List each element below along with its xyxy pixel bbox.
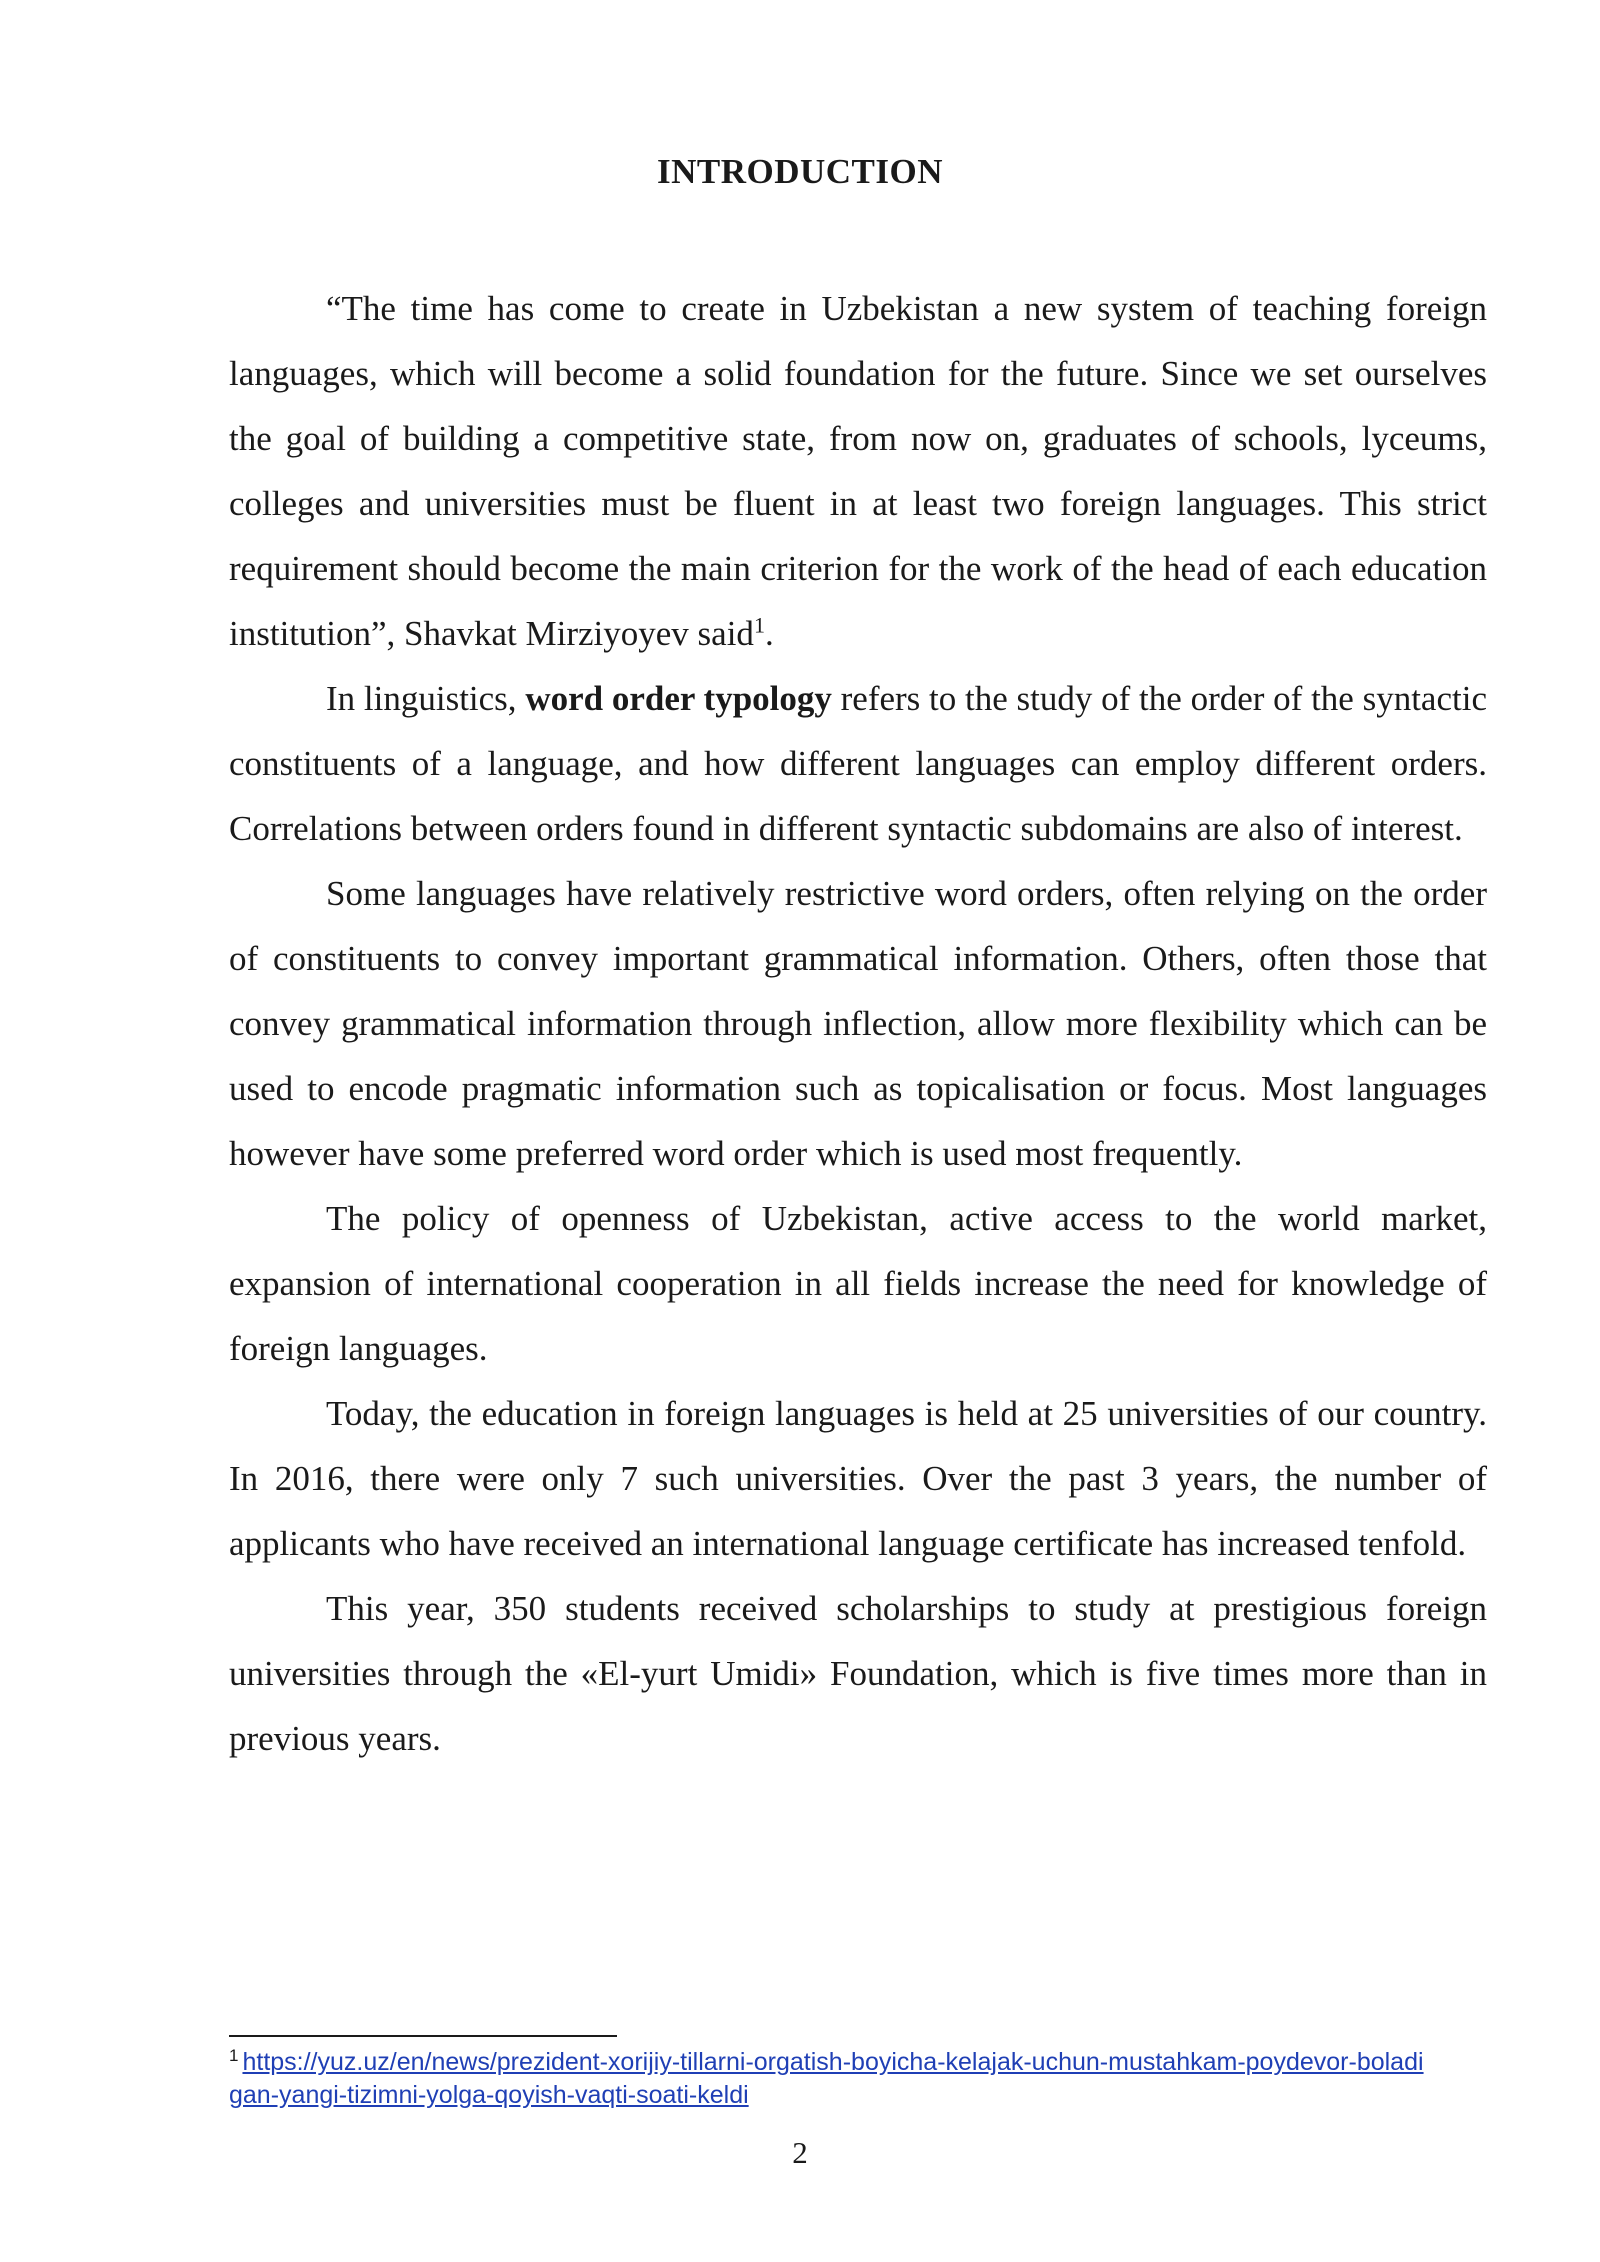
footnote-separator	[229, 2035, 617, 2037]
page-number: 2	[792, 2135, 808, 2170]
paragraph-scholarships: This year, 350 students received scholarships to study at prestigious foreign universities through the «El-yurt Umidi» Foundation, which is five times more than in previous years.	[229, 1589, 1487, 1758]
footnote-marker: 1	[229, 2045, 239, 2065]
paragraph-quote-text: “The time has come to create in Uzbekistan a new system of teaching foreign languages, which will become a solid foundation for the future. Since we set ourselves the goal of building a competitive state, from now on, graduates of schools, lyceums, colleges and universities must be fluent in at least two foreign languages. This strict requirement should become the main criterion for the work of the head of each education institution”, Shavkat Mirziyoyev said	[229, 289, 1487, 653]
footnote-link[interactable]: https://yuz.uz/en/news/prezident-xorijiy-tillarni-orgatish-boyicha-kelajak-uchun-mustahkam-poydevor-boladigan-yangi-tizimni-yolga-qoyish-vaqti-soati-keldi	[229, 2048, 1424, 2109]
paragraph-word-order-typology	[229, 666, 1487, 861]
footnote	[229, 2046, 1429, 2112]
body-text	[229, 276, 1487, 1771]
paragraph-text: refers to the study of the order of the syntactic constituents of a language, and how different languages can employ different orders. Correlations between orders found in different syntactic subdomains are also of interest.	[229, 679, 1487, 848]
paragraph-openness-policy: The policy of openness of Uzbekistan, active access to the world market, expansion of international cooperation in all fields increase the need for knowledge of foreign languages.	[229, 1199, 1487, 1368]
paragraph-restrictive-orders: Some languages have relatively restrictive word orders, often relying on the order of constituents to convey important grammatical information. Others, often those that convey grammatical information through inflection, allow more flexibility which can be used to encode pragmatic information such as topicalisation or focus. Most languages however have some preferred word order which is used most frequently.	[229, 874, 1487, 1173]
paragraph-quote	[229, 276, 1487, 666]
paragraph-quote-end: .	[764, 614, 774, 653]
paragraph-universities: Today, the education in foreign languages is held at 25 universities of our country. In 2016, there were only 7 such universities. Over the past 3 years, the number of applicants who have received an international language certificate has increased tenfold.	[229, 1394, 1487, 1563]
bold-term: word order typology	[525, 679, 832, 718]
footnote-reference[interactable]: 1	[753, 612, 765, 638]
paragraph-text: In linguistics,	[326, 679, 526, 718]
page-title: INTRODUCTION	[656, 152, 944, 191]
